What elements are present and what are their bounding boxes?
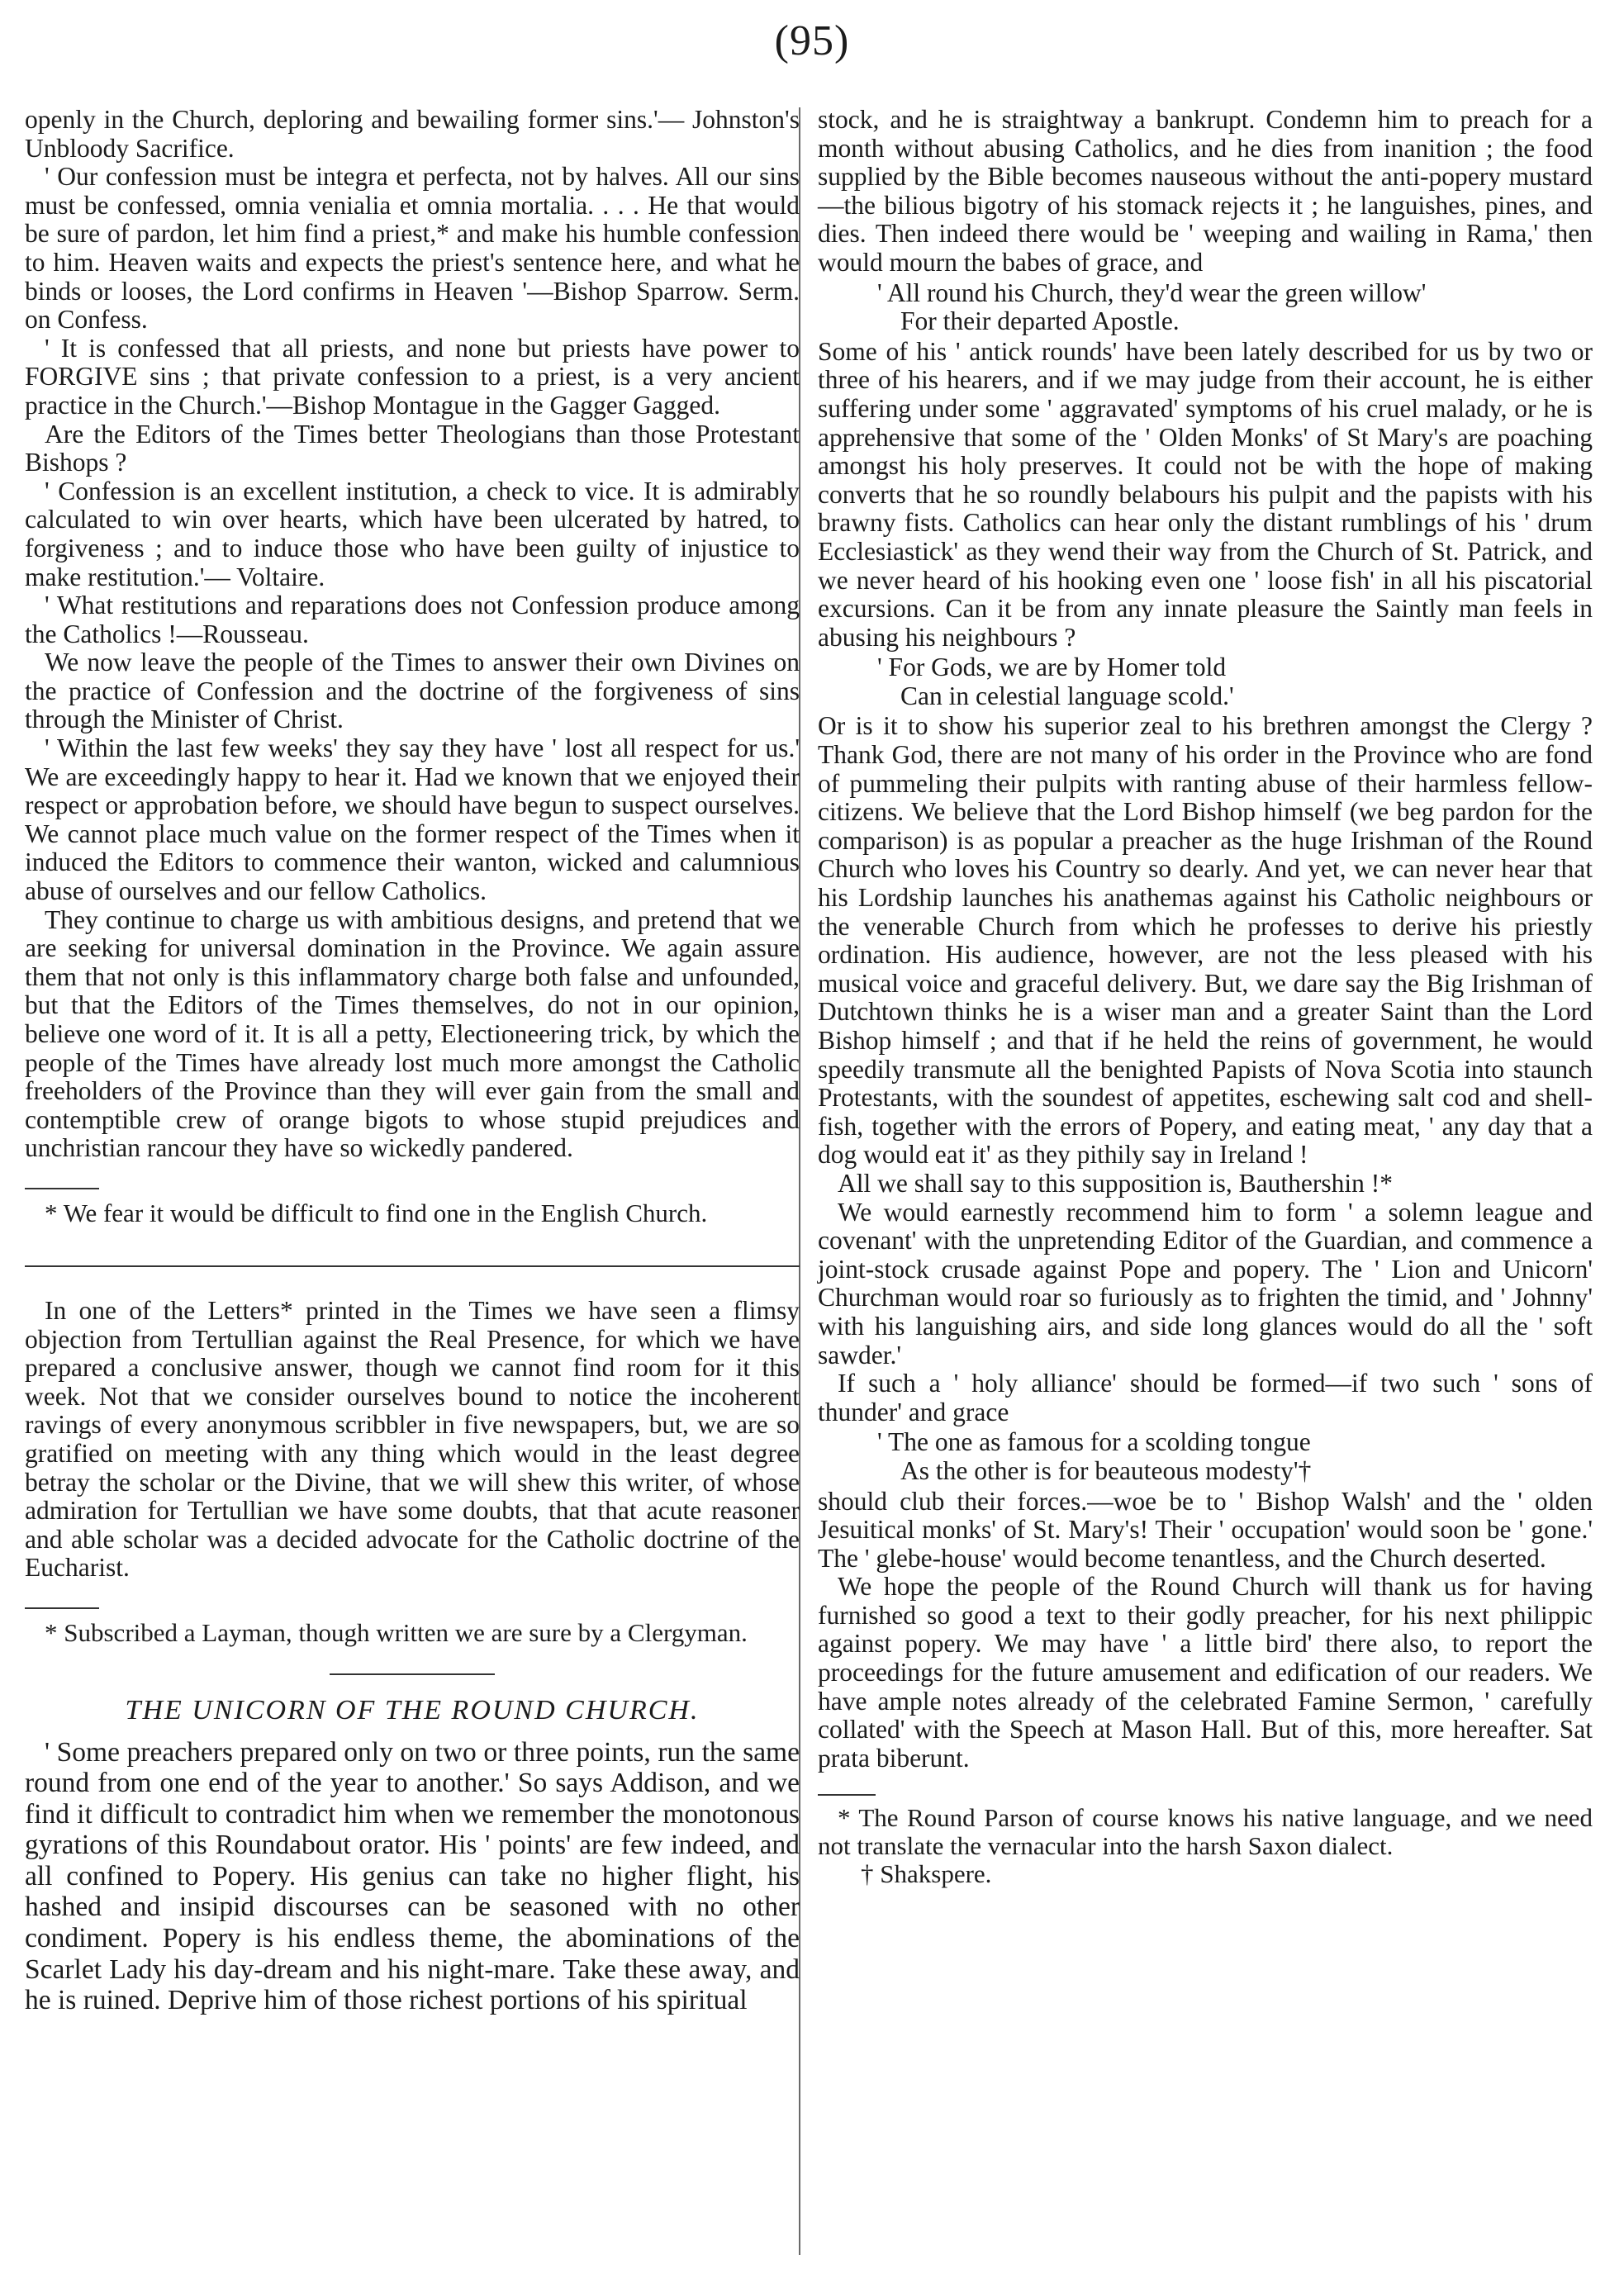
paragraph: Are the Editors of the Times better Theologians than those Protestant Bishops ? (25, 419, 800, 477)
paragraph: should club their forces.—woe be to ' Bishop Walsh' and the ' olden Jesuitical monks' of St. Mary's! Their ' occupation' would soon be ' gone.' The ' glebe-house' would become tenantless, and the Church deserted. (818, 1486, 1593, 1573)
verse-line: For their departed Apostle. (900, 306, 1180, 336)
paragraph: ' Some preachers prepared only on two or three points, run the same round from one end of the year to another.' So says Addison, and we find it difficult to contradict him when we remember the monotonous gyrations of this Roundabout orator. His ' points' are few indeed, and all confined to Popery. His genius can take no higher flight, his hashed and insipid discourses can be seasoned with no other condiment. Popery is his endless theme, the abominations of the Scarlet Lady his day-dream and his night-mare. Take these away, and he is ruined. Deprive him of those richest portions of his spiritual (25, 1736, 800, 2016)
footnote: * We fear it would be difficult to find one in the English Church. (45, 1198, 708, 1227)
footnote-rule (818, 1794, 876, 1796)
paragraph: ' Confession is an excellent institution, a check to vice. It is admirably calculated to win over hearts, which have been ulcerated by hatred, to forgiveness ; and to induce those who have been guilty of injustice to make restitution.'— Voltaire. (25, 476, 800, 591)
verse (877, 653, 1593, 710)
paragraph: stock, and he is straightway a bankrupt. Condemn him to preach for a month without abusing Catholics, and he dies from inanition ; the food supplied by the Bible becomes nauseous without the anti-popery mustard—the bilious bigotry of his stomack rejects it ; he languishes, pines, and dies. Then indeed there would be ' weeping and wailing in Rama,' then would mourn the babes of grace, and (818, 105, 1593, 277)
paragraph: Or is it to show his superior zeal to his brethren amongst the Clergy ? Thank God, there are not many of his order in the Province who are fond of pummeling their pulpits with ranting abuse of their harmless fellow-citizens. We believe that the Lord Bishop himself (we beg pardon for the comparison) is as popular a preacher as the huge Irishman of the Round Church who loves his Country so dearly. And yet, we can never hear that his Lordship launches his anathemas against his Catholic neighbours or the venerable Church from which he professes to derive his priestly ordination. His audience, however, are not the less pleased with his musical voice and graceful delivery. But, we dare say the Big Irishman of Dutchtown thinks he is a wiser man and a greater Saint than the Lord Bishop himself ; and that if he held the reins of government, he would speedily transmute all the benighted Papists of Nova Scotia into staunch Protestants, with the soundest of appetites, eschewing salt cod and shell-fish, together with the errors of Popery, and eating meat, ' any day that a dog would eat it' as they pithily say in Ireland ! (818, 711, 1593, 1170)
section-separator (25, 1265, 800, 1267)
verse-line: ' All round his Church, they'd wear the green willow' (877, 278, 1427, 307)
paragraph: ' It is confessed that all priests, and none but priests have power to FORGIVE sins ; that private confession to a priest, is a very ancient practice in the Church.'—Bishop Montague in the Gagger Gagged. (25, 333, 800, 420)
title-separator (330, 1673, 495, 1675)
paragraph: ' Within the last few weeks' they say they have ' lost all respect for us.' We are exceedingly happy to hear it. Had we known that we enjoyed their respect or approbation before, we should have begun to suspect ourselves. We cannot place much value on the former respect of the Times when it induced the Editors to commence their wanton, wicked and calumnious abuse of ourselves and our fellow Catholics. (25, 733, 800, 906)
verse-line: As the other is for beauteous modesty'† (900, 1455, 1312, 1485)
paragraph: ' What restitutions and reparations does not Confession produce among the Catholics !—Rousseau. (25, 591, 800, 648)
paragraph: If such a ' holy alliance' should be formed—if two such ' sons of thunder' and grace (818, 1369, 1593, 1426)
verse (877, 279, 1593, 336)
paragraph: ' Our confession must be integra et perfecta, not by halves. All our sins must be confessed, omnia venialia et omnia mortalia. . . . He that would be sure of pardon, let him find a priest,* and make his humble confession to him. Heaven waits and expects the priest's sentence here, and what he binds or looses, the Lord confirms in Heaven '—Bishop Sparrow. Serm. on Confess. (25, 162, 800, 335)
footnote: † Shakspere. (861, 1859, 992, 1889)
paragraph: All we shall say to this supposition is, Bauthershin !* (838, 1168, 1393, 1198)
left-column (25, 106, 800, 2016)
footnote-rule (25, 1188, 99, 1189)
paragraph: Some of his ' antick rounds' have been lately described for us by two or three of his hearers, and if we may judge from their account, he is either suffering under some ' aggravated' symptoms of his cruel malady, or he is apprehensive that some of the ' Olden Monks' of St Mary's are poaching amongst his holy preserves. It could not be with the hope of making converts that he so roundly belabours his pulpit and the papists with his brawny fists. Catholics can hear only the distant rumblings of his ' drum Ecclesiastick' as they wend their way from the Church of St. Patrick, and we never heard of his hooking even one ' loose fish' in all his piscatorial excursions. Can it be from any innate pleasure the Saintly man feels in abusing his neighbours ? (818, 336, 1593, 652)
right-column (818, 106, 1593, 1888)
footnote: * Subscribed a Layman, though written we are sure by a Clergyman. (45, 1617, 748, 1647)
verse-line: ' The one as famous for a scolding tongue (877, 1427, 1311, 1457)
paragraph: In one of the Letters* printed in the Times we have seen a flimsy objection from Tertullian against the Real Presence, for which we have prepared a conclusive answer, though we cannot find room for it this week. Not that we consider ourselves bound to notice the incoherent ravings of every anonymous scribbler in five newspapers, but, we are so gratified on meeting with any thing which would in the least degree betray the scholar or the Divine, that we will shew this writer, of whose admiration for Tertullian we have some doubts, that that acute reasoner and able scholar was a decided advocate for the Catholic doctrine of the Eucharist. (25, 1295, 800, 1583)
paragraph: We now leave the people of the Times to answer their own Divines on the practice of Confession and the doctrine of the forgiveness of sins through the Minister of Christ. (25, 648, 800, 734)
verse-line: Can in celestial language scold.' (900, 681, 1234, 710)
footnote-rule (25, 1607, 99, 1609)
paragraph: openly in the Church, deploring and bewailing former sins.'— Johnston's Unbloody Sacrifice. (25, 105, 800, 163)
verse-line: ' For Gods, we are by Homer told (877, 653, 1227, 682)
verse (877, 1428, 1593, 1485)
section-title: THE UNICORN OF THE ROUND CHURCH. (125, 1694, 700, 1725)
paragraph: We would earnestly recommend him to form ' a solemn league and covenant' with the unpretending Editor of the Guardian, and commence a joint-stock crusade against Pope and popery. The ' Lion and Unicorn' Churchman would roar so furiously as to frighten the timid, and ' Johnny' with his languishing airs, and side long glances would do all the ' soft sawder.' (818, 1197, 1593, 1369)
paragraph: They continue to charge us with ambitious designs, and pretend that we are seeking for universal domination in the Province. We again assure them that not only is this inflammatory charge both false and unfounded, but that the Editors of the Times themselves, do not in our opinion, believe one word of it. It is all a petty, Electioneering trick, by which the people of the Times have already lost much more amongst the Catholic freeholders of the Province than they will ever gain from the small and contemptible crew of orange bigots to whose stupid prejudices and unchristian rancour they have so wickedly pandered. (25, 904, 800, 1163)
footnote: * The Round Parson of course knows his native language, and we need not translate the vernacular into the harsh Saxon dialect. (818, 1803, 1593, 1861)
paragraph: We hope the people of the Round Church will thank us for having furnished so good a text to their godly preacher, for his next philippic against popery. We may have ' a little bird' there also, to report the proceedings for the future amusement and edification of our readers. We have ample notes already of the celebrated Famine Sermon, ' carefully collated' with the Speech at Mason Hall. But of this, more hereafter. Sat prata biberunt. (818, 1572, 1593, 1773)
page-number: (95) (774, 17, 850, 64)
